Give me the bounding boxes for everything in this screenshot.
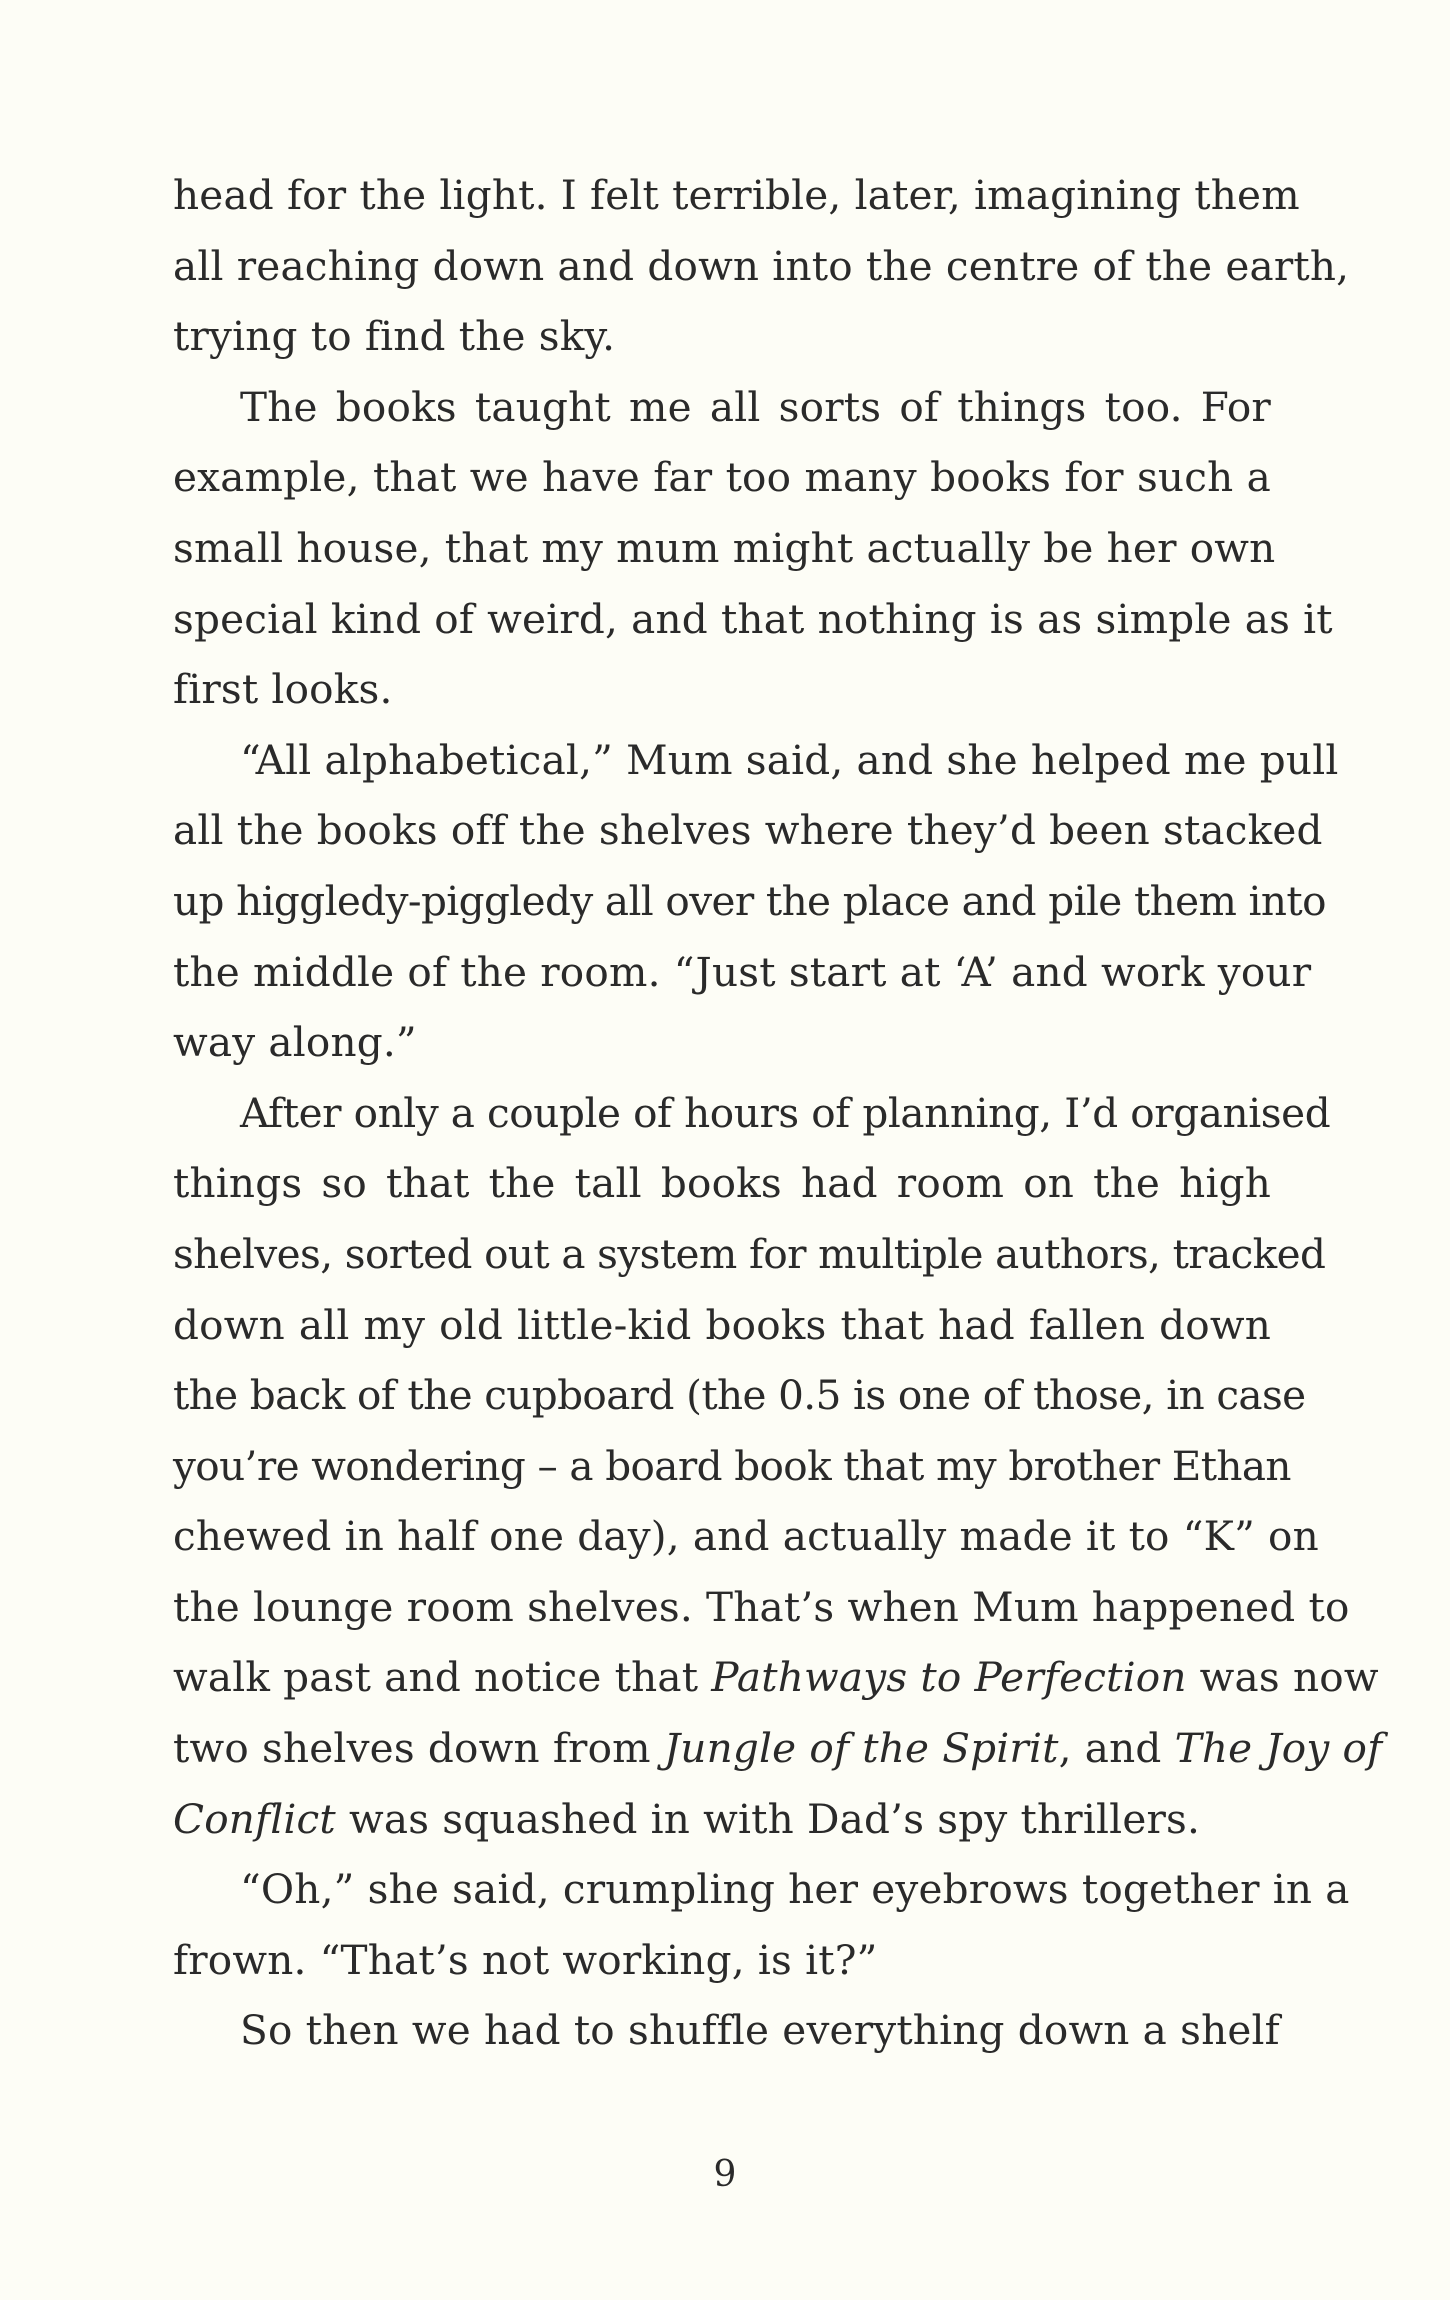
- text-line: all reaching down and down into the centre of the earth,: [173, 241, 1350, 290]
- text-line: [173, 1713, 1383, 1784]
- book-title: The Joy of: [1174, 1724, 1383, 1773]
- text-line: After only a couple of hours of planning, I’d organised: [240, 1088, 1331, 1137]
- book-title: Conflict: [173, 1794, 336, 1843]
- text-line: the lounge room shelves. That’s when Mum happened to: [173, 1582, 1350, 1631]
- text-line: all the books off the shelves where they’d been stacked: [173, 806, 1323, 855]
- text-segment: was squashed in with Dad’s spy thrillers.: [335, 1794, 1201, 1843]
- book-title: Jungle of the Spirit: [663, 1724, 1059, 1773]
- text-line: example, that we have far too many books for such a: [173, 453, 1271, 502]
- text-line: “All alphabetical,” Mum said, and she helped me pull: [240, 735, 1339, 784]
- text-line: first looks.: [173, 665, 393, 714]
- text-line: head for the light. I felt terrible, later, imagining them: [173, 171, 1300, 219]
- text-line: things so that the tall books had room on the high: [173, 1159, 1271, 1208]
- text-segment: two shelves down from: [173, 1724, 664, 1773]
- text-line: special kind of weird, and that nothing is as simple as it: [173, 594, 1333, 643]
- text-line: small house, that my mum might actually be her own: [173, 523, 1276, 572]
- text-segment: , and: [1058, 1724, 1175, 1773]
- text-line: way along.”: [173, 1018, 417, 1067]
- text-line: shelves, sorted out a system for multiple authors, tracked: [173, 1229, 1326, 1278]
- text-line: frown. “That’s not working, is it?”: [173, 1935, 878, 1984]
- text-line: [173, 1784, 1271, 1855]
- text-line: trying to find the sky.: [173, 312, 616, 361]
- text-segment: was now: [1186, 1653, 1379, 1702]
- text-line: down all my old little-kid books that had fallen down: [173, 1300, 1271, 1349]
- text-line: [173, 1642, 1379, 1713]
- page-body: [173, 160, 1383, 2066]
- text-segment: walk past and notice that: [173, 1653, 712, 1702]
- text-line: up higgledy-piggledy all over the place and pile them into: [173, 876, 1326, 925]
- text-line: “Oh,” she said, crumpling her eyebrows together in a: [240, 1865, 1350, 1914]
- page-number: 9: [713, 2154, 737, 2195]
- text-line: chewed in half one day), and actually made it to “K” on: [173, 1512, 1319, 1561]
- text-line: So then we had to shuffle everything down a shelf: [240, 2006, 1280, 2055]
- text-line: The books taught me all sorts of things too. For: [240, 382, 1271, 431]
- text-line: you’re wondering – a board book that my brother Ethan: [173, 1441, 1291, 1490]
- text-line: the middle of the room. “Just start at ‘A’ and work your: [173, 947, 1312, 996]
- text-line: the back of the cupboard (the 0.5 is one of those, in case: [173, 1371, 1306, 1420]
- book-title: Pathways to Perfection: [711, 1653, 1187, 1702]
